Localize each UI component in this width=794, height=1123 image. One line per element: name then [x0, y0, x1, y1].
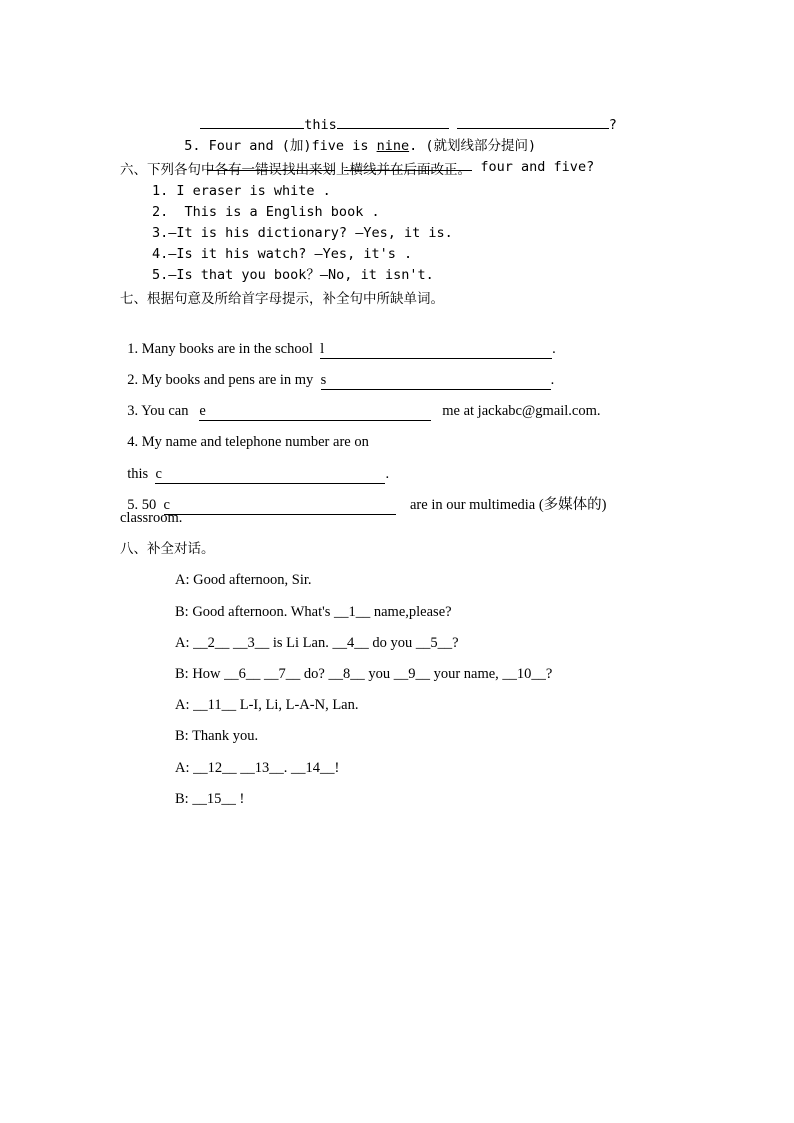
dialogue-line: A: __11__ L-I, Li, L-A-N, Lan. — [175, 697, 359, 713]
section7-item-3: 3. You can e me at jackabc@gmail.com. — [127, 403, 601, 419]
section7-item-5-cont: classroom. — [120, 510, 183, 526]
section7-item-1: 1. Many books are in the school l . — [127, 341, 556, 357]
fill-blank[interactable]: e — [199, 402, 431, 421]
section6-heading: 六、下列各句中各有一错误找出来划上横线并在后面改正。 — [120, 162, 471, 178]
section6-item: 2. This is a English book . — [152, 204, 380, 220]
q5-suffix: . (就划线部分提问) — [409, 138, 537, 154]
fill-blank[interactable]: s — [321, 371, 551, 390]
section7-heading: 七、根据句意及所给首字母提示，补全句中所缺单词。 — [120, 291, 444, 307]
fill-blank[interactable]: c — [164, 496, 396, 515]
section7-item-2: 2. My books and pens are in my s . — [127, 372, 555, 388]
dialogue-line: B: Thank you. — [175, 728, 259, 744]
word-this: this — [304, 117, 337, 133]
fill-blank[interactable]: c — [155, 465, 385, 484]
section7-item-4: 4. My name and telephone number are on — [127, 434, 369, 450]
dialogue-line: A: __2__ __3__ is Li Lan. __4__ do you __5__? — [175, 635, 459, 651]
dialogue-line: A: Good afternoon, Sir. — [175, 572, 312, 588]
q5-underlined: nine — [376, 138, 410, 154]
dialogue-line: B: Good afternoon. What's __1__ name,please? — [175, 604, 452, 620]
q5-prefix: 5. Four and (加)five is — [184, 138, 377, 154]
section8-heading: 八、补全对话。 — [120, 541, 215, 557]
fill-blank[interactable]: l — [320, 340, 552, 359]
question-mark: ? — [608, 117, 617, 133]
dialogue-line: A: __12__ __13__. __14__! — [175, 760, 340, 776]
dialogue-line: B: How __6__ __7__ do? __8__ you __9__ your name, __10__? — [175, 666, 553, 682]
section6-item: 4.—Is it his watch? —Yes, it's . — [152, 246, 413, 262]
section7-item-4-cont: this c . — [127, 466, 390, 482]
section7-item-5: 5. 50 c are in our multimedia (多媒体的) — [127, 497, 607, 513]
section6-item: 1. I eraser is white . — [152, 183, 331, 199]
section6-item: 5.—Is that you book？—No, it isn't. — [152, 267, 434, 283]
section6-item: 3.—It is his dictionary? —Yes, it is. — [152, 225, 453, 241]
q5-answer-tail: four and five? — [480, 159, 595, 175]
dialogue-line: B: __15__ ! — [175, 791, 245, 807]
